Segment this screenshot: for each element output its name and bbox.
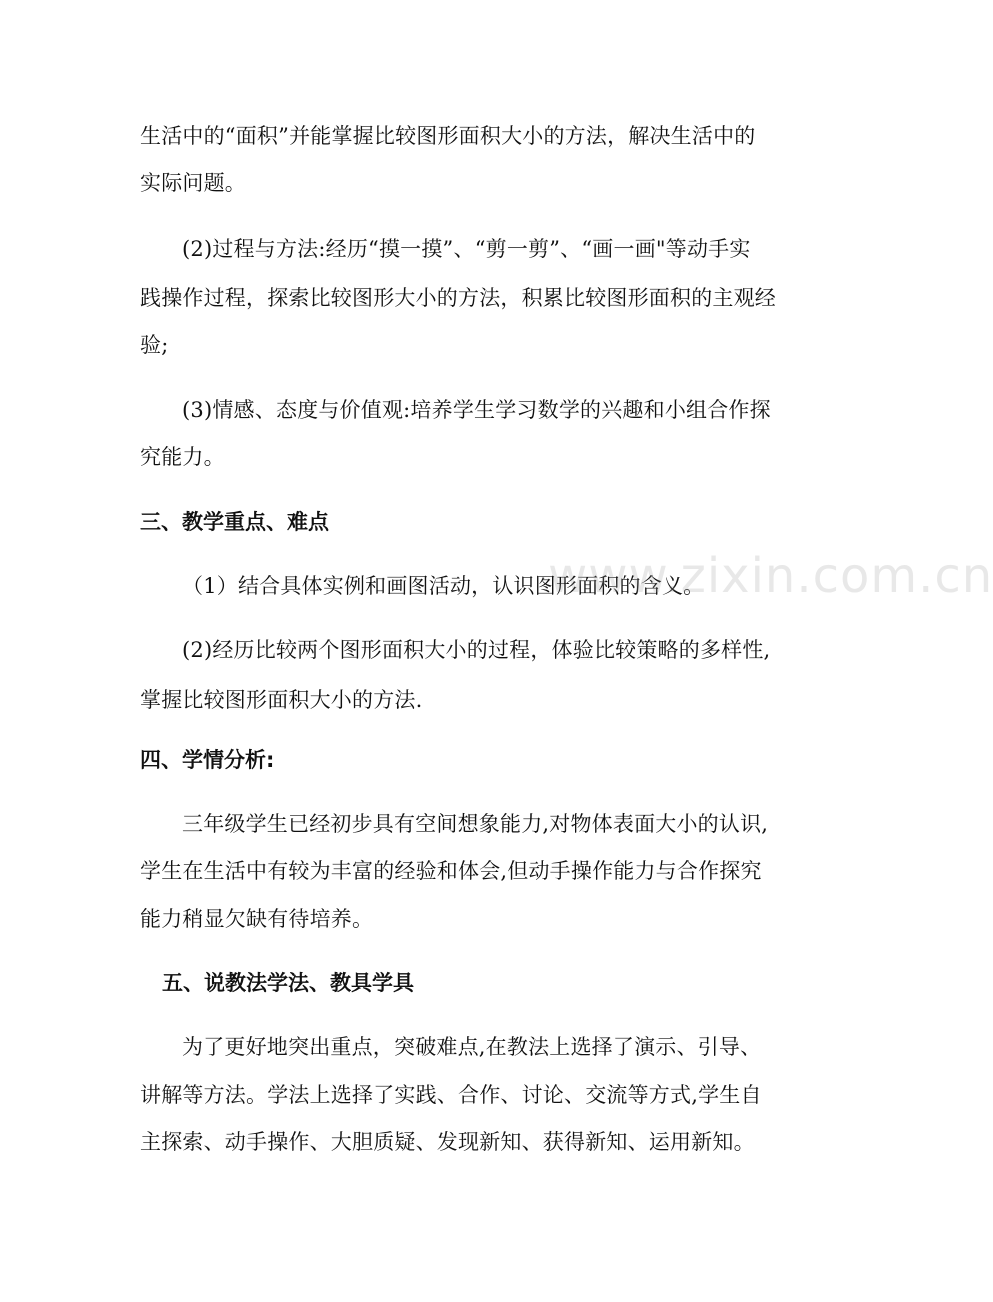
paragraph-line: 生活中的“面积”并能掌握比较图形面积大小的方法，解决生活中的	[140, 124, 756, 148]
section-heading-student-analysis: 四、学情分析:	[140, 748, 275, 772]
paragraph-line: 践操作过程，探索比较图形大小的方法，积累比较图形面积的主观经	[140, 286, 776, 310]
paragraph-line: 学生在生活中有较为丰富的经验和体会,但动手操作能力与合作探究	[140, 859, 762, 883]
paragraph-line: (2)经历比较两个图形面积大小的过程，体验比较策略的多样性,	[182, 638, 771, 662]
paragraph-line: (2)过程与方法:经历“摸一摸”、“剪一剪”、“画一画"等动手实	[182, 237, 751, 261]
paragraph-line: 实际问题。	[140, 171, 246, 195]
watermark: www.zixin.com.cn	[548, 548, 993, 604]
paragraph-line: 能力稍显欠缺有待培养。	[140, 907, 374, 931]
section-heading-teaching-focus: 三、教学重点、难点	[140, 510, 329, 534]
paragraph-line: 验;	[140, 333, 169, 357]
paragraph-line: 三年级学生已经初步具有空间想象能力,对物体表面大小的认识,	[182, 812, 769, 836]
paragraph-line: 为了更好地突出重点，突破难点,在教法上选择了演示、引导、	[182, 1035, 762, 1059]
paragraph-line: 究能力。	[140, 445, 225, 469]
paragraph-line: 讲解等方法。学法上选择了实践、合作、讨论、交流等方式,学生自	[140, 1083, 762, 1107]
section-heading-methods: 五、说教法学法、教具学具	[162, 971, 414, 995]
paragraph-line: (3)情感、态度与价值观:培养学生学习数学的兴趣和小组合作探	[182, 398, 771, 422]
paragraph-line: （1）结合具体实例和画图活动，认识图形面积的含义。	[182, 574, 705, 598]
paragraph-line: 掌握比较图形面积大小的方法.	[140, 688, 423, 712]
paragraph-line: 主探索、动手操作、大胆质疑、发现新知、获得新知、运用新知。	[140, 1130, 755, 1154]
